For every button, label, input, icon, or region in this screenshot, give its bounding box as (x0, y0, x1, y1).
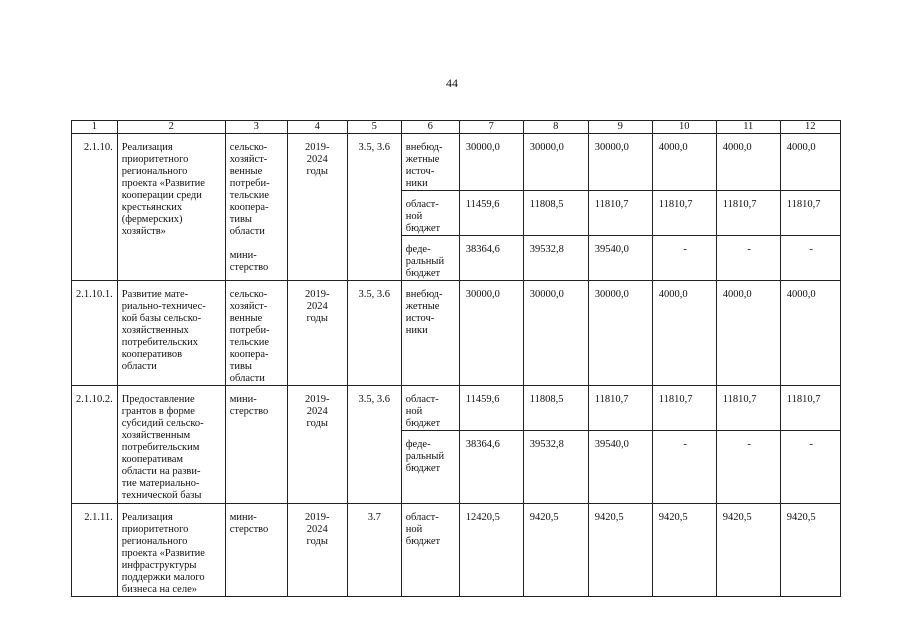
source-line: ники (405, 325, 428, 336)
value-cell: 38364,6 (459, 236, 523, 281)
years-line: годы (306, 166, 328, 177)
header-cell: 1 (72, 121, 118, 134)
executor-line: потреби- (229, 325, 270, 336)
executor-line: коопера- (229, 202, 269, 213)
header-cell: 7 (459, 121, 523, 134)
title-line: регионального (121, 536, 188, 547)
value-cell: 30000,0 (459, 134, 523, 191)
value-cell: - (716, 236, 780, 281)
row-title (117, 134, 225, 281)
value-cell: 11808,5 (523, 386, 588, 431)
row-executor (225, 386, 287, 504)
row-years (287, 386, 347, 504)
header-cell: 4 (287, 121, 347, 134)
title-line: Предоставление (121, 394, 195, 405)
value-cell: 30000,0 (459, 281, 523, 386)
title-line: области (121, 361, 157, 372)
title-line: Развитие мате- (121, 289, 189, 300)
title-line: проекта «Развитие (121, 548, 205, 559)
executor-line: стерство (229, 524, 269, 535)
source-line: област- (405, 394, 439, 405)
value-cell: - (780, 236, 840, 281)
title-line: (фермерских) (121, 214, 183, 225)
page-number: 44 (446, 76, 458, 90)
source-line: ной (405, 524, 423, 535)
row-title (117, 386, 225, 504)
row-ref: 3.5, 3.6 (347, 386, 401, 504)
value-cell: 9420,5 (780, 504, 840, 597)
value-cell: 9420,5 (588, 504, 652, 597)
row-ref: 3.5, 3.6 (347, 281, 401, 386)
years-line: 2024 (306, 301, 328, 312)
source-line: внебюд- (405, 142, 443, 153)
years-line: годы (306, 313, 328, 324)
value-cell: 11459,6 (459, 191, 523, 236)
value-cell: 9420,5 (523, 504, 588, 597)
executor-line: потреби- (229, 178, 270, 189)
title-line: инфраструктуры (121, 560, 197, 571)
row-code: 2.1.11. (72, 504, 118, 597)
title-line: приоритетного (121, 524, 189, 535)
funding-source (401, 431, 459, 504)
title-line: Реализация (121, 142, 173, 153)
title-line: кой базы сельско- (121, 313, 202, 324)
executor-line: хозяйст- (229, 154, 268, 165)
source-line: источ- (405, 166, 435, 177)
row-ref: 3.5, 3.6 (347, 134, 401, 281)
title-line: потребительских (121, 337, 198, 348)
value-cell: 11810,7 (780, 191, 840, 236)
header-cell: 5 (347, 121, 401, 134)
value-cell: - (716, 431, 780, 504)
value-cell: 39540,0 (588, 431, 652, 504)
title-line: тие материально- (121, 478, 200, 489)
table-row (72, 504, 841, 597)
title-line: субсидий сельско- (121, 418, 204, 429)
value-cell: 11810,7 (588, 386, 652, 431)
executor-line: стерство (229, 406, 269, 417)
funding-source (401, 236, 459, 281)
row-code: 2.1.10.2. (72, 386, 118, 504)
funding-source (401, 281, 459, 386)
source-line: бюджет (405, 223, 441, 234)
title-line: области на разви- (121, 466, 201, 477)
funding-source (401, 504, 459, 597)
title-line: регионального (121, 166, 188, 177)
source-line: жетные (405, 301, 440, 312)
funding-source (401, 386, 459, 431)
row-years (287, 134, 347, 281)
value-cell: - (780, 431, 840, 504)
source-line: ральный (405, 451, 445, 462)
title-line: риально-техничес- (121, 301, 206, 312)
row-code: 2.1.10. (72, 134, 118, 281)
value-cell: 4000,0 (716, 281, 780, 386)
source-line: ральный (405, 256, 445, 267)
value-cell: 11810,7 (652, 191, 716, 236)
row-executor (225, 281, 287, 386)
value-cell: - (652, 431, 716, 504)
row-executor (225, 134, 287, 281)
executor-line: мини- (229, 250, 257, 261)
title-line: поддержки малого (121, 572, 205, 583)
row-executor (225, 504, 287, 597)
table-row (72, 281, 841, 386)
title-line: технической базы (121, 490, 202, 501)
executor-line: области (229, 226, 265, 237)
years-line: 2024 (306, 406, 328, 417)
title-line: приоритетного (121, 154, 189, 165)
funding-source (401, 191, 459, 236)
header-cell: 6 (401, 121, 459, 134)
source-line: бюджет (405, 536, 441, 547)
executor-line: тельские (229, 337, 270, 348)
title-line: крестьянских (121, 202, 183, 213)
executor-line: мини- (229, 512, 257, 523)
value-cell: 11810,7 (780, 386, 840, 431)
title-line: грантов в форме (121, 406, 195, 417)
title-line: кооперативов (121, 349, 183, 360)
value-cell: 39532,8 (523, 431, 588, 504)
value-cell: 30000,0 (588, 134, 652, 191)
source-line: бюджет (405, 463, 441, 474)
title-line: кооперативам (121, 454, 184, 465)
executor-line: венные (229, 166, 263, 177)
executor-line: стерство (229, 262, 269, 273)
title-line: бизнеса на селе» (121, 584, 197, 595)
value-cell: 11808,5 (523, 191, 588, 236)
source-line: источ- (405, 313, 435, 324)
source-line: бюджет (405, 268, 441, 279)
title-line: проекта «Развитие (121, 178, 205, 189)
title-line: хозяйств» (121, 226, 166, 237)
executor-line: сельско- (229, 142, 268, 153)
row-years (287, 281, 347, 386)
value-cell: 4000,0 (652, 134, 716, 191)
value-cell: 39540,0 (588, 236, 652, 281)
row-years (287, 504, 347, 597)
executor-line: тивы (229, 214, 252, 225)
value-cell: - (652, 236, 716, 281)
source-line: ной (405, 211, 423, 222)
value-cell: 4000,0 (652, 281, 716, 386)
source-line: област- (405, 199, 439, 210)
budget-table (71, 120, 841, 597)
source-line: феде- (405, 439, 431, 450)
source-line: жетные (405, 154, 440, 165)
value-cell: 4000,0 (716, 134, 780, 191)
title-line: хозяйственным (121, 430, 191, 441)
value-cell: 11810,7 (588, 191, 652, 236)
funding-source (401, 134, 459, 191)
header-cell: 10 (652, 121, 716, 134)
row-code: 2.1.10.1. (72, 281, 118, 386)
title-line: Реализация (121, 512, 173, 523)
header-cell: 3 (225, 121, 287, 134)
value-cell: 30000,0 (523, 281, 588, 386)
executor-line: тивы (229, 361, 252, 372)
value-cell: 4000,0 (780, 281, 840, 386)
value-cell: 30000,0 (588, 281, 652, 386)
executor-line: тельские (229, 190, 270, 201)
value-cell: 11459,6 (459, 386, 523, 431)
value-cell: 11810,7 (716, 191, 780, 236)
value-cell: 30000,0 (523, 134, 588, 191)
source-line: внебюд- (405, 289, 443, 300)
title-line: кооперации среди (121, 190, 202, 201)
header-row (72, 121, 841, 134)
executor-line: венные (229, 313, 263, 324)
value-cell: 9420,5 (716, 504, 780, 597)
table-row (72, 386, 841, 431)
years-line: 2019- (305, 142, 330, 153)
header-cell: 8 (523, 121, 588, 134)
executor-line: области (229, 373, 265, 384)
row-ref: 3.7 (347, 504, 401, 597)
value-cell: 38364,6 (459, 431, 523, 504)
source-line: бюджет (405, 418, 441, 429)
source-line: ной (405, 406, 423, 417)
source-line: ники (405, 178, 428, 189)
source-line: област- (405, 512, 439, 523)
executor-line: мини- (229, 394, 257, 405)
executor-line: сельско- (229, 289, 268, 300)
executor-line: коопера- (229, 349, 269, 360)
value-cell: 11810,7 (716, 386, 780, 431)
value-cell: 4000,0 (780, 134, 840, 191)
title-line: потребительским (121, 442, 200, 453)
value-cell: 9420,5 (652, 504, 716, 597)
value-cell: 12420,5 (459, 504, 523, 597)
years-line: годы (306, 418, 328, 429)
table-row (72, 134, 841, 191)
years-line: 2024 (306, 524, 328, 535)
years-line: 2019- (305, 289, 330, 300)
value-cell: 11810,7 (652, 386, 716, 431)
row-title (117, 281, 225, 386)
years-line: 2024 (306, 154, 328, 165)
header-cell: 11 (716, 121, 780, 134)
years-line: 2019- (305, 394, 330, 405)
spacer (230, 238, 283, 250)
header-cell: 9 (588, 121, 652, 134)
header-cell: 12 (780, 121, 840, 134)
executor-line: хозяйст- (229, 301, 268, 312)
title-line: хозяйственных (121, 325, 189, 336)
value-cell: 39532,8 (523, 236, 588, 281)
source-line: феде- (405, 244, 431, 255)
years-line: 2019- (305, 512, 330, 523)
row-title (117, 504, 225, 597)
header-cell: 2 (117, 121, 225, 134)
years-line: годы (306, 536, 328, 547)
